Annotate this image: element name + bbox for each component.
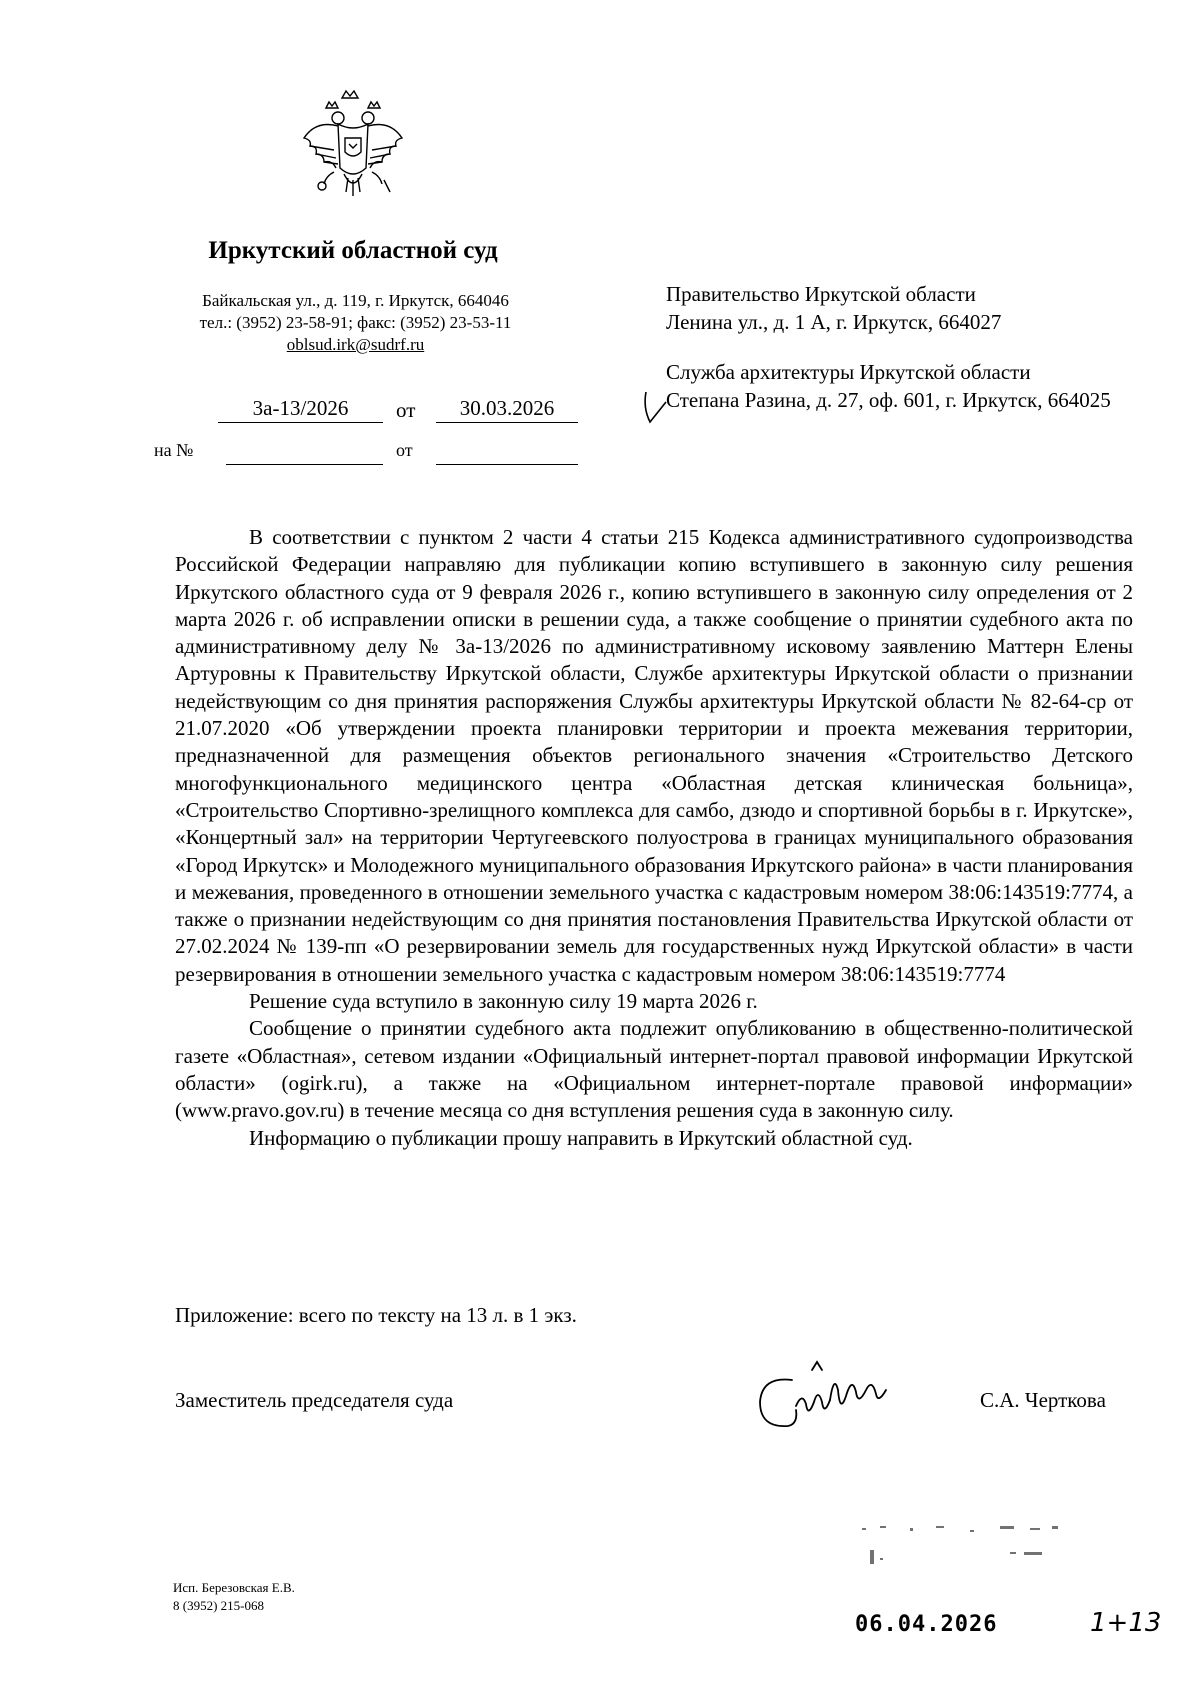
executor-name: Исп. Березовская Е.В. bbox=[173, 1580, 295, 1595]
addressee-1-address: Ленина ул., д. 1 А, г. Иркутск, 664027 bbox=[666, 310, 1002, 334]
from-label: от bbox=[396, 398, 416, 422]
signer-name: С.А. Черткова bbox=[980, 1388, 1106, 1412]
attachment-note: Приложение: всего по тексту на 13 л. в 1 экз. bbox=[175, 1303, 577, 1327]
court-contacts bbox=[173, 290, 538, 356]
reply-from-label: от bbox=[396, 440, 413, 460]
reply-number bbox=[226, 438, 383, 465]
court-email-link[interactable]: oblsud.irk@sudrf.ru bbox=[286, 335, 425, 354]
stamp-date: 06.04.2026 bbox=[855, 1612, 998, 1637]
executor-info bbox=[173, 1579, 295, 1615]
court-name: Иркутский областной суд bbox=[208, 237, 498, 264]
outgoing-date: 30.03.2026 bbox=[436, 396, 578, 423]
addressee-block bbox=[666, 280, 1136, 414]
addressee-2-address: Степана Разина, д. 27, оф. 601, г. Иркутск, 664025 bbox=[666, 388, 1111, 412]
letter-body bbox=[175, 524, 1133, 1152]
handwritten-signature bbox=[752, 1350, 942, 1440]
page-count-note: 1+13 bbox=[1090, 1608, 1162, 1638]
addressee-1-name: Правительство Иркутской области bbox=[666, 282, 976, 306]
outgoing-number: 3а-13/2026 bbox=[218, 396, 383, 423]
reply-date bbox=[436, 438, 578, 465]
russian-coat-of-arms-icon bbox=[298, 88, 408, 208]
court-phones: тел.: (3952) 23-58-91; факс: (3952) 23-53-11 bbox=[199, 313, 512, 332]
addressee-2-name: Служба архитектуры Иркутской области bbox=[666, 360, 1031, 384]
executor-phone: 8 (3952) 215-068 bbox=[173, 1598, 264, 1613]
signer-position: Заместитель председателя суда bbox=[175, 1388, 454, 1412]
body-paragraph: Решение суда вступило в законную силу 19 марта 2026 г. bbox=[249, 989, 758, 1014]
court-address: Байкальская ул., д. 119, г. Иркутск, 664046 bbox=[202, 291, 509, 310]
reply-number-label: на № bbox=[154, 440, 194, 460]
body-paragraph: Сообщение о принятии судебного акта подлежит опубликованию в общественно-политической газете «Областная», сетевом издании «Официальный интернет-портал правовой информации Иркутской области» (ogirk.ru), а также на «Официальном интернет-портале правовой информации» (www.pravo.gov.ru) в течение месяца со дня вступления решения суда в законную силу. bbox=[175, 1016, 1133, 1123]
check-mark-icon bbox=[640, 388, 670, 438]
incoming-stamp-mark bbox=[840, 1500, 1160, 1670]
body-paragraph: В соответствии с пунктом 2 части 4 статьи 215 Кодекса административного судопроизводства Российской Федерации направляю для публикации копию вступившего в законную силу решения Иркутского областного суда от 9 февраля 2026 г., копию вступившего в законную силу определения от 2 марта 2026 г. об исправлении описки в решении суда, а также сообщение о принятии судебного акта по административному делу № 3а-13/2026 по административному исковому заявлению Маттерн Елены Артуровны к Правительству Иркутской области, Службе архитектуры Иркутской области о признании недействующим со дня принятия распоряжения Службы архитектуры Иркутской области № 82-64-ср от 21.07.2020 «Об утверждении проекта планировки территории и проекта межевания территории, предназначенной для размещения объектов регионального значения «Строительство Детского многофункционального медицинского центра «Областная детская клиническая больница», «Строительство Спортивно-зрелищного комплекса для самбо, дзюдо и спортивной борьбы в г. Иркутске», «Концертный зал» на территории Чертугеевского полуострова в границах муниципального образования «Город Иркутск» и Молодежного муниципального образования Иркутского района» в части планирования и межевания, проведенного в отношении земельного участка с кадастровым номером 38:06:143519:7774, а также о признании недействующим со дня принятия постановления Правительства Иркутской области от 27.02.2024 № 139-пп «О резервировании земель для государственных нужд Иркутской области» в части резервирования в отношении земельного участка с кадастровым номером 38:06:143519:7774 bbox=[175, 525, 1133, 986]
body-paragraph: Информацию о публикации прошу направить в Иркутский областной суд. bbox=[249, 1125, 913, 1150]
